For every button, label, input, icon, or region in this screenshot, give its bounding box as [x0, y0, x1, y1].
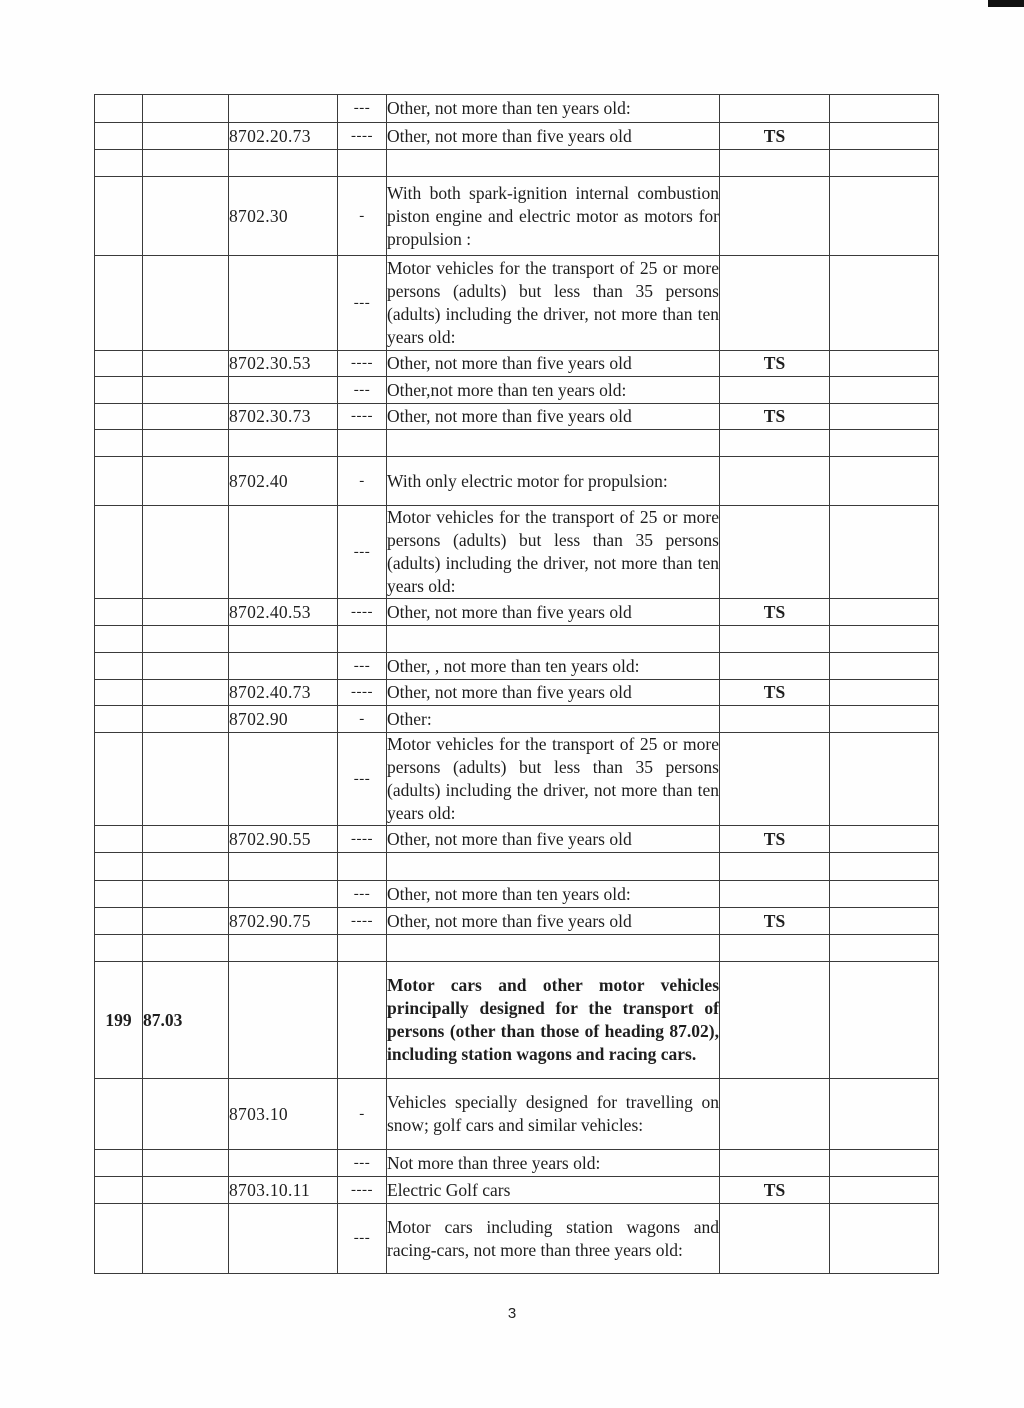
remarks-cell [830, 123, 939, 150]
dash-level-cell: - [338, 1079, 387, 1150]
serial-number-cell [95, 853, 143, 881]
ts-marker-cell: TS [720, 908, 830, 935]
dash-level-cell: --- [338, 506, 387, 599]
heading-number-cell [143, 626, 229, 653]
heading-number-cell [143, 1079, 229, 1150]
description-cell: Other, not more than five years old [387, 680, 720, 706]
ts-marker-cell [720, 733, 830, 826]
hs-code-cell: 8702.30 [229, 177, 338, 256]
ts-marker-cell [720, 962, 830, 1079]
ts-marker-cell [720, 881, 830, 908]
serial-number-cell [95, 150, 143, 177]
heading-number-cell [143, 177, 229, 256]
dash-level-cell: --- [338, 377, 387, 404]
table-row [95, 853, 939, 881]
heading-number-cell [143, 935, 229, 962]
serial-number-cell [95, 653, 143, 680]
heading-number-cell [143, 95, 229, 123]
hs-code-cell: 8702.30.53 [229, 351, 338, 377]
description-cell: Motor vehicles for the transport of 25 or more persons (adults) but less than 35 persons (adults) including the driver, not more than ten years old: [387, 256, 720, 351]
description-cell: Other, , not more than ten years old: [387, 653, 720, 680]
ts-marker-cell [720, 706, 830, 733]
heading-number-cell [143, 908, 229, 935]
serial-number-cell [95, 881, 143, 908]
hs-code-cell [229, 150, 338, 177]
serial-number-cell [95, 826, 143, 853]
heading-number-cell [143, 430, 229, 457]
heading-number-cell [143, 853, 229, 881]
description-cell: Other, not more than five years old [387, 123, 720, 150]
serial-number-cell [95, 626, 143, 653]
table-row [95, 430, 939, 457]
dash-level-cell [338, 935, 387, 962]
dash-level-cell: --- [338, 1204, 387, 1274]
ts-marker-cell [720, 95, 830, 123]
description-cell: Other,not more than ten years old: [387, 377, 720, 404]
table-row [95, 95, 939, 123]
dash-level-cell: ---- [338, 599, 387, 626]
remarks-cell [830, 351, 939, 377]
table-row [95, 150, 939, 177]
hs-code-cell [229, 256, 338, 351]
remarks-cell [830, 908, 939, 935]
ts-marker-cell: TS [720, 680, 830, 706]
dash-level-cell: --- [338, 256, 387, 351]
description-cell: Motor vehicles for the transport of 25 or more persons (adults) but less than 35 persons (adults) including the driver, not more than ten years old: [387, 733, 720, 826]
hs-code-cell: 8702.90.75 [229, 908, 338, 935]
ts-marker-cell [720, 1079, 830, 1150]
description-cell [387, 150, 720, 177]
serial-number-cell [95, 599, 143, 626]
table-row [95, 626, 939, 653]
remarks-cell [830, 95, 939, 123]
table-row [95, 599, 939, 626]
table-row [95, 908, 939, 935]
remarks-cell [830, 826, 939, 853]
hs-code-cell: 8702.40.73 [229, 680, 338, 706]
serial-number-cell [95, 123, 143, 150]
dash-level-cell [338, 962, 387, 1079]
remarks-cell [830, 457, 939, 506]
remarks-cell [830, 935, 939, 962]
remarks-cell [830, 680, 939, 706]
hs-code-cell [229, 377, 338, 404]
heading-number-cell [143, 599, 229, 626]
heading-number-cell [143, 1204, 229, 1274]
heading-number-cell [143, 351, 229, 377]
serial-number-cell [95, 430, 143, 457]
serial-number-cell [95, 1177, 143, 1204]
ts-marker-cell [720, 256, 830, 351]
table-row [95, 935, 939, 962]
dash-level-cell: --- [338, 733, 387, 826]
ts-marker-cell: TS [720, 599, 830, 626]
tariff-table-body [95, 95, 939, 1274]
serial-number-cell: 199 [95, 962, 143, 1079]
dash-level-cell [338, 626, 387, 653]
heading-number-cell [143, 506, 229, 599]
ts-marker-cell: TS [720, 351, 830, 377]
heading-number-cell [143, 1177, 229, 1204]
remarks-cell [830, 733, 939, 826]
table-row [95, 680, 939, 706]
serial-number-cell [95, 256, 143, 351]
description-cell: Other, not more than five years old [387, 599, 720, 626]
dash-level-cell: ---- [338, 680, 387, 706]
ts-marker-cell [720, 1150, 830, 1177]
table-row [95, 177, 939, 256]
scan-corner-mark [988, 0, 1024, 7]
table-row [95, 1079, 939, 1150]
description-cell: Other, not more than five years old [387, 351, 720, 377]
description-cell: With both spark-ignition internal combustion piston engine and electric motor as motors for propulsion : [387, 177, 720, 256]
serial-number-cell [95, 733, 143, 826]
ts-marker-cell [720, 853, 830, 881]
description-cell: Other, not more than five years old [387, 826, 720, 853]
remarks-cell [830, 150, 939, 177]
hs-code-cell: 8702.90.55 [229, 826, 338, 853]
remarks-cell [830, 1177, 939, 1204]
ts-marker-cell [720, 150, 830, 177]
hs-code-cell [229, 935, 338, 962]
tariff-table [94, 94, 939, 1274]
table-row [95, 506, 939, 599]
table-row [95, 123, 939, 150]
table-row [95, 706, 939, 733]
ts-marker-cell [720, 377, 830, 404]
heading-number-cell [143, 150, 229, 177]
description-cell: Other, not more than ten years old: [387, 95, 720, 123]
table-row [95, 404, 939, 430]
hs-code-cell: 8702.20.73 [229, 123, 338, 150]
table-row [95, 653, 939, 680]
hs-code-cell: 8703.10.11 [229, 1177, 338, 1204]
dash-level-cell: - [338, 457, 387, 506]
dash-level-cell: --- [338, 1150, 387, 1177]
dash-level-cell: ---- [338, 404, 387, 430]
serial-number-cell [95, 935, 143, 962]
description-cell [387, 935, 720, 962]
description-cell: Other, not more than ten years old: [387, 881, 720, 908]
table-row [95, 962, 939, 1079]
remarks-cell [830, 626, 939, 653]
remarks-cell [830, 1150, 939, 1177]
hs-code-cell: 8702.30.73 [229, 404, 338, 430]
table-row [95, 1150, 939, 1177]
serial-number-cell [95, 457, 143, 506]
description-cell: Other, not more than five years old [387, 908, 720, 935]
dash-level-cell: --- [338, 653, 387, 680]
hs-code-cell [229, 95, 338, 123]
dash-level-cell: --- [338, 881, 387, 908]
description-cell: With only electric motor for propulsion: [387, 457, 720, 506]
dash-level-cell: - [338, 177, 387, 256]
heading-number-cell: 87.03 [143, 962, 229, 1079]
dash-level-cell: --- [338, 95, 387, 123]
serial-number-cell [95, 706, 143, 733]
remarks-cell [830, 1204, 939, 1274]
ts-marker-cell [720, 1204, 830, 1274]
heading-number-cell [143, 881, 229, 908]
table-row [95, 1177, 939, 1204]
hs-code-cell: 8702.40 [229, 457, 338, 506]
description-cell [387, 853, 720, 881]
heading-number-cell [143, 653, 229, 680]
page-number: 3 [507, 1305, 517, 1322]
dash-level-cell: ---- [338, 826, 387, 853]
remarks-cell [830, 430, 939, 457]
dash-level-cell: ---- [338, 908, 387, 935]
hs-code-cell [229, 653, 338, 680]
table-row [95, 351, 939, 377]
serial-number-cell [95, 908, 143, 935]
remarks-cell [830, 256, 939, 351]
ts-marker-cell [720, 935, 830, 962]
hs-code-cell [229, 881, 338, 908]
dash-level-cell: ---- [338, 1177, 387, 1204]
heading-number-cell [143, 123, 229, 150]
ts-marker-cell [720, 430, 830, 457]
serial-number-cell [95, 506, 143, 599]
ts-marker-cell [720, 506, 830, 599]
serial-number-cell [95, 377, 143, 404]
remarks-cell [830, 853, 939, 881]
table-row [95, 1204, 939, 1274]
remarks-cell [830, 377, 939, 404]
hs-code-cell: 8703.10 [229, 1079, 338, 1150]
table-row [95, 377, 939, 404]
serial-number-cell [95, 404, 143, 430]
ts-marker-cell: TS [720, 404, 830, 430]
ts-marker-cell [720, 177, 830, 256]
serial-number-cell [95, 680, 143, 706]
hs-code-cell [229, 430, 338, 457]
dash-level-cell [338, 853, 387, 881]
ts-marker-cell: TS [720, 1177, 830, 1204]
ts-marker-cell: TS [720, 123, 830, 150]
dash-level-cell: - [338, 706, 387, 733]
remarks-cell [830, 653, 939, 680]
heading-number-cell [143, 256, 229, 351]
description-cell: Other, not more than five years old [387, 404, 720, 430]
description-cell: Not more than three years old: [387, 1150, 720, 1177]
serial-number-cell [95, 351, 143, 377]
hs-code-cell [229, 506, 338, 599]
ts-marker-cell [720, 626, 830, 653]
remarks-cell [830, 962, 939, 1079]
serial-number-cell [95, 177, 143, 256]
heading-number-cell [143, 1150, 229, 1177]
serial-number-cell [95, 1079, 143, 1150]
hs-code-cell: 8702.90 [229, 706, 338, 733]
table-row [95, 457, 939, 506]
table-row [95, 881, 939, 908]
table-row [95, 733, 939, 826]
remarks-cell [830, 1079, 939, 1150]
serial-number-cell [95, 95, 143, 123]
description-cell: Motor cars and other motor vehicles principally designed for the transport of persons (other than those of heading 87.02), including station wagons and racing cars. [387, 962, 720, 1079]
ts-marker-cell [720, 457, 830, 506]
hs-code-cell [229, 1204, 338, 1274]
dash-level-cell: ---- [338, 351, 387, 377]
description-cell [387, 430, 720, 457]
hs-code-cell [229, 733, 338, 826]
remarks-cell [830, 599, 939, 626]
ts-marker-cell [720, 653, 830, 680]
description-cell [387, 626, 720, 653]
remarks-cell [830, 177, 939, 256]
serial-number-cell [95, 1204, 143, 1274]
heading-number-cell [143, 457, 229, 506]
remarks-cell [830, 404, 939, 430]
remarks-cell [830, 706, 939, 733]
heading-number-cell [143, 706, 229, 733]
serial-number-cell [95, 1150, 143, 1177]
description-cell: Motor cars including station wagons and racing-cars, not more than three years old: [387, 1204, 720, 1274]
heading-number-cell [143, 377, 229, 404]
hs-code-cell [229, 626, 338, 653]
description-cell: Electric Golf cars [387, 1177, 720, 1204]
dash-level-cell [338, 150, 387, 177]
heading-number-cell [143, 680, 229, 706]
dash-level-cell: ---- [338, 123, 387, 150]
table-row [95, 256, 939, 351]
hs-code-cell [229, 962, 338, 1079]
heading-number-cell [143, 733, 229, 826]
dash-level-cell [338, 430, 387, 457]
ts-marker-cell: TS [720, 826, 830, 853]
remarks-cell [830, 881, 939, 908]
description-cell: Motor vehicles for the transport of 25 or more persons (adults) but less than 35 persons (adults) including the driver, not more than ten years old: [387, 506, 720, 599]
hs-code-cell [229, 1150, 338, 1177]
hs-code-cell [229, 853, 338, 881]
remarks-cell [830, 506, 939, 599]
description-cell: Vehicles specially designed for travelling on snow; golf cars and similar vehicles: [387, 1079, 720, 1150]
heading-number-cell [143, 404, 229, 430]
hs-code-cell: 8702.40.53 [229, 599, 338, 626]
description-cell: Other: [387, 706, 720, 733]
heading-number-cell [143, 826, 229, 853]
table-row [95, 826, 939, 853]
